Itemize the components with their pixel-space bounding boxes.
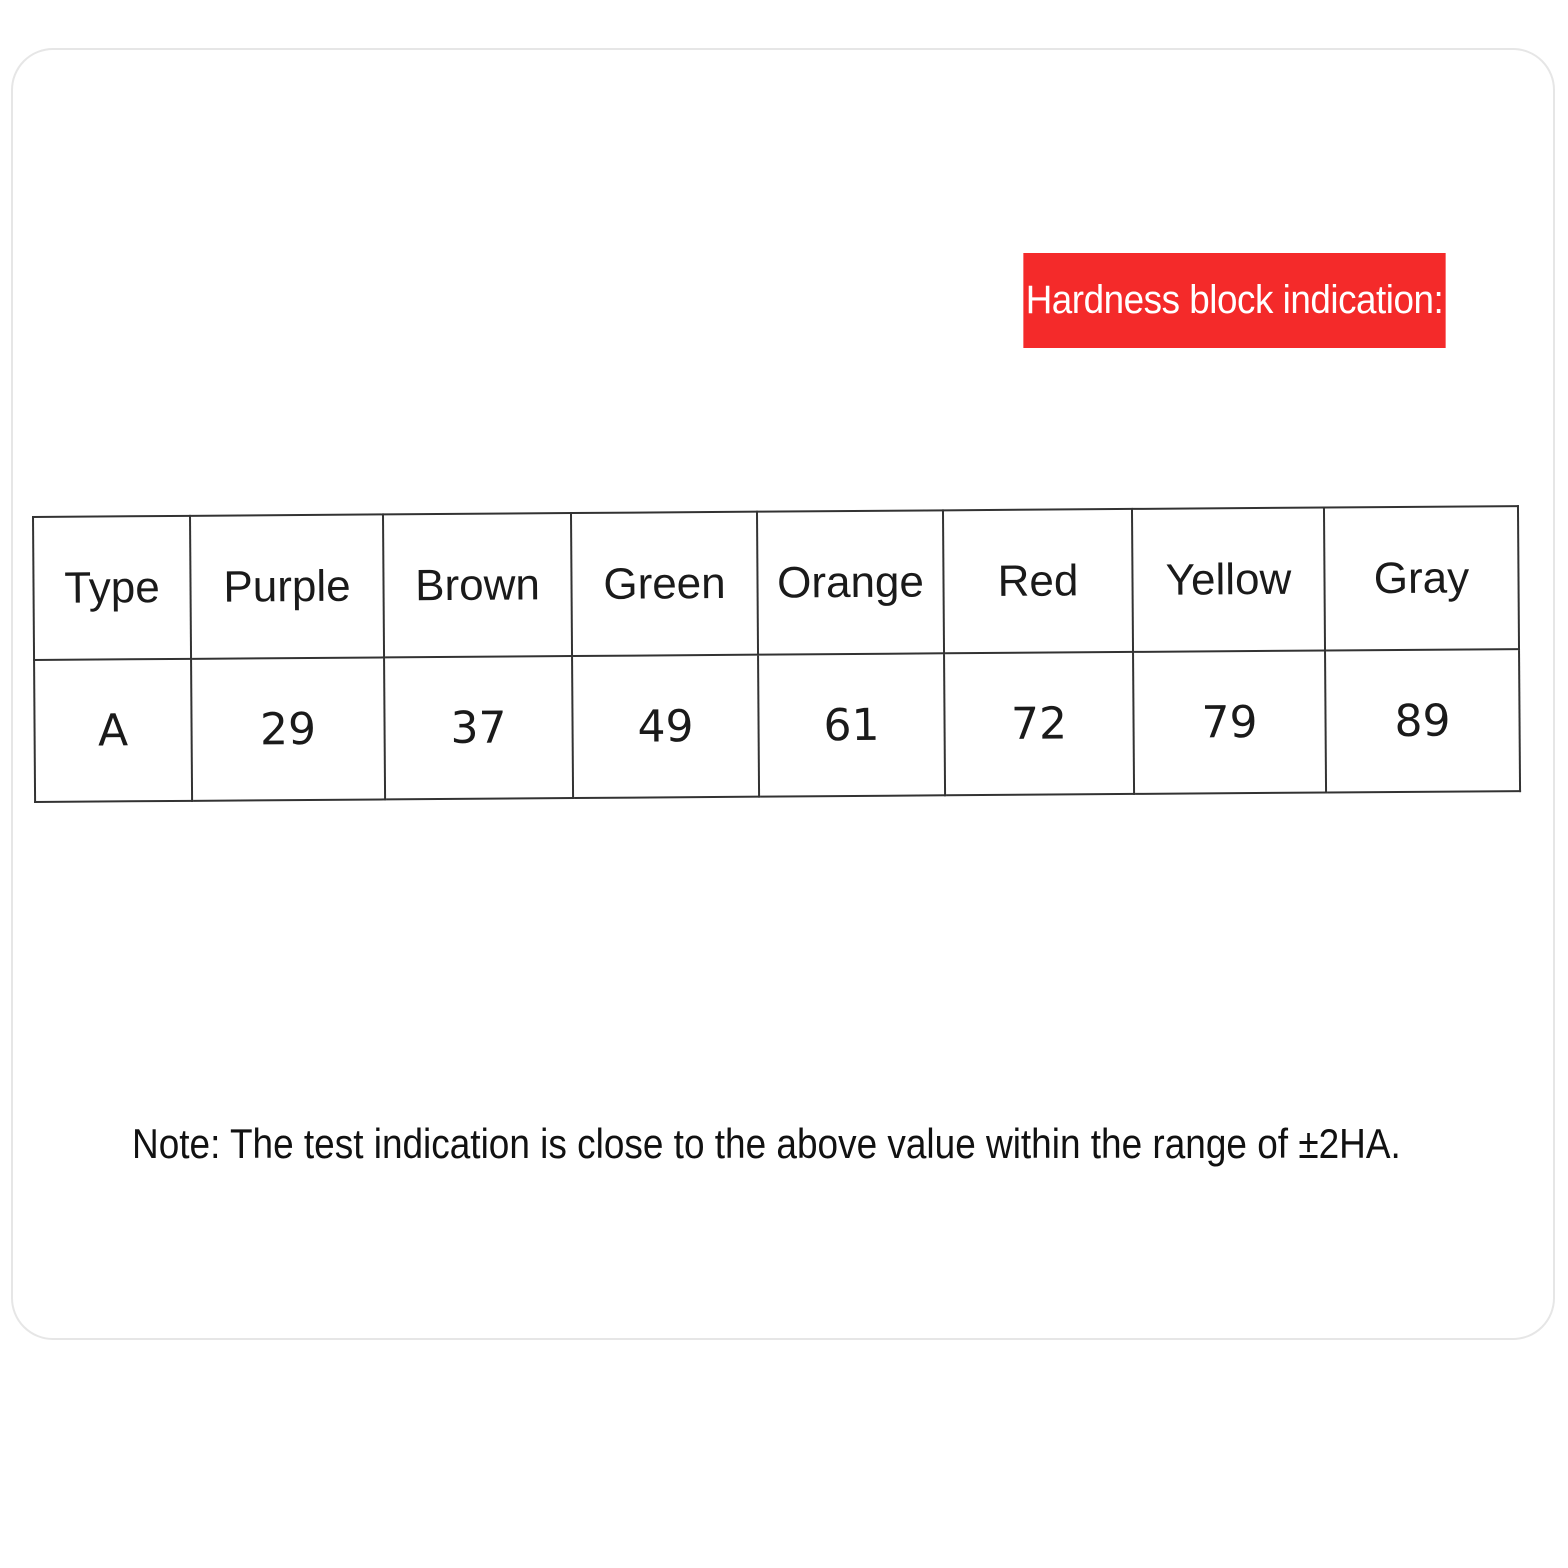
header-cell-gray: Gray [1324, 506, 1519, 650]
header-cell-yellow: Yellow [1132, 508, 1325, 652]
tolerance-note: Note: The test indication is close to the above value within the range of ±2HA. [132, 1120, 1401, 1167]
hardness-title-text: Hardness block indication: [1025, 278, 1444, 322]
header-cell-brown: Brown [383, 513, 572, 657]
hardness-table-wrapper [32, 505, 1519, 800]
value-cell-orange: 61 [758, 653, 945, 796]
value-cell-red: 72 [944, 652, 1134, 795]
header-cell-green: Green [571, 512, 758, 656]
value-cell-brown: 37 [384, 656, 573, 799]
header-row [33, 506, 1519, 660]
value-cell-gray: 89 [1325, 649, 1520, 792]
header-cell-orange: Orange [757, 510, 944, 654]
value-cell-yellow: 79 [1133, 651, 1326, 794]
header-cell-purple: Purple [190, 514, 384, 658]
header-cell-red: Red [943, 509, 1133, 653]
value-cell-type: A [34, 659, 192, 802]
value-cell-purple: 29 [191, 657, 385, 800]
hardness-title-badge [1023, 253, 1445, 348]
hardness-table [32, 505, 1521, 803]
value-cell-green: 49 [572, 655, 759, 798]
value-row [34, 649, 1520, 802]
header-cell-type: Type [33, 516, 191, 660]
